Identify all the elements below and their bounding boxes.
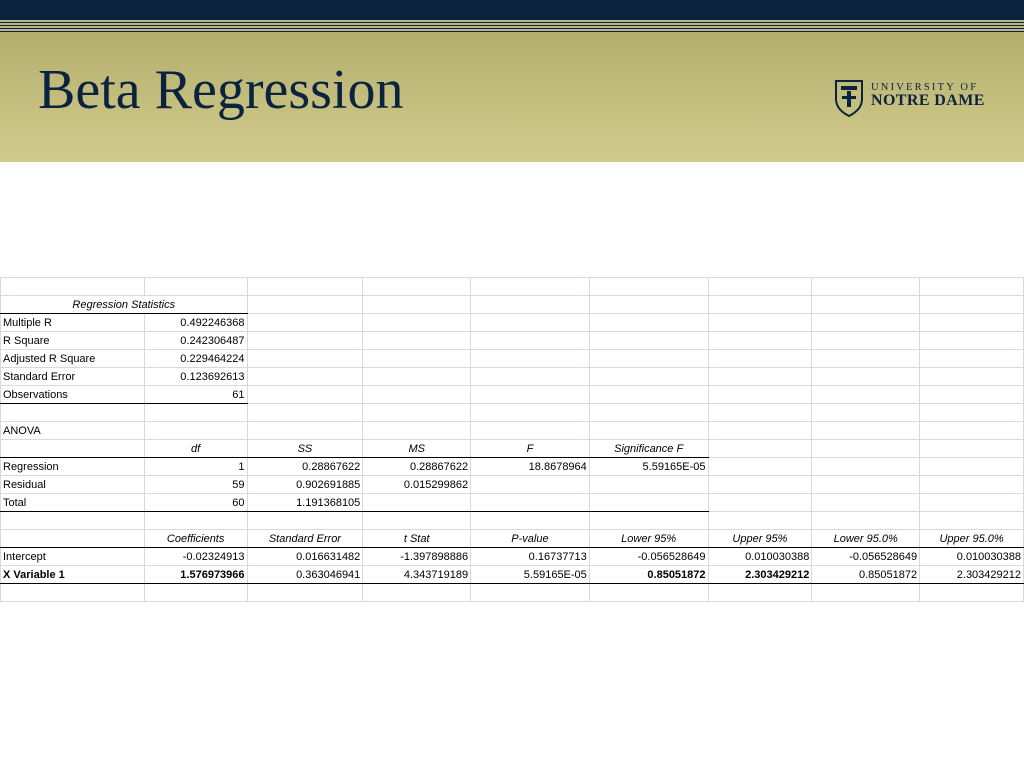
anova-significance-f	[589, 494, 708, 512]
coef-t-stat: -1.397898886	[363, 548, 471, 566]
anova-f	[471, 494, 590, 512]
stat-row	[1, 314, 1024, 332]
coef-header-coefficients: Coefficients	[144, 530, 247, 548]
anova-header-row	[1, 440, 1024, 458]
coef-lower-95-0: 0.85051872	[812, 566, 920, 584]
anova-header-df: df	[144, 440, 247, 458]
coef-header-standard-error: Standard Error	[247, 530, 363, 548]
anova-row-label: Total	[1, 494, 145, 512]
coef-p-value: 5.59165E-05	[471, 566, 590, 584]
stat-label: Multiple R	[1, 314, 145, 332]
stat-value: 0.242306487	[144, 332, 247, 350]
anova-ms	[363, 494, 471, 512]
top-stripe-band	[0, 19, 1024, 32]
coef-standard-error: 0.363046941	[247, 566, 363, 584]
stat-value: 0.492246368	[144, 314, 247, 332]
coef-p-value: 0.16737713	[471, 548, 590, 566]
coefficient-row-intercept	[1, 548, 1024, 566]
stat-row	[1, 332, 1024, 350]
shield-icon	[834, 79, 864, 117]
coef-header-p-value: P-value	[471, 530, 590, 548]
anova-ss: 1.191368105	[247, 494, 363, 512]
anova-significance-f	[589, 476, 708, 494]
coef-standard-error: 0.016631482	[247, 548, 363, 566]
coef-header-lower-95: Lower 95%	[589, 530, 708, 548]
anova-f	[471, 476, 590, 494]
stat-row	[1, 386, 1024, 404]
stat-label: Observations	[1, 386, 145, 404]
coef-upper-95-0: 2.303429212	[920, 566, 1024, 584]
slide-title: Beta Regression	[38, 59, 404, 121]
stat-row	[1, 350, 1024, 368]
coef-upper-95-0: 0.010030388	[920, 548, 1024, 566]
stat-label: R Square	[1, 332, 145, 350]
regression-output-sheet	[0, 277, 1024, 602]
anova-significance-f: 5.59165E-05	[589, 458, 708, 476]
anova-ss: 0.902691885	[247, 476, 363, 494]
university-logo	[834, 79, 994, 121]
stat-value: 0.123692613	[144, 368, 247, 386]
logo-text-notre-dame: NOTRE DAME	[871, 92, 985, 109]
coefficient-row-x-variable-1	[1, 566, 1024, 584]
anova-ms: 0.015299862	[363, 476, 471, 494]
anova-title: ANOVA	[1, 422, 145, 440]
stat-label: Adjusted R Square	[1, 350, 145, 368]
anova-df: 1	[144, 458, 247, 476]
coef-lower-95: 0.85051872	[589, 566, 708, 584]
coef-lower-95: -0.056528649	[589, 548, 708, 566]
coef-lower-95-0: -0.056528649	[812, 548, 920, 566]
coef-header-lower-95-0: Lower 95.0%	[812, 530, 920, 548]
coef-header-upper-95-0: Upper 95.0%	[920, 530, 1024, 548]
stat-value: 61	[144, 386, 247, 404]
anova-header-ms: MS	[363, 440, 471, 458]
coef-value: 1.576973966	[144, 566, 247, 584]
anova-ms: 0.28867622	[363, 458, 471, 476]
stat-value: 0.229464224	[144, 350, 247, 368]
anova-header-ss: SS	[247, 440, 363, 458]
anova-header-significance-f: Significance F	[589, 440, 708, 458]
regression-statistics-header: Regression Statistics	[1, 296, 248, 314]
logo-text-university-of: UNIVERSITY OF	[871, 82, 979, 93]
coef-value: -0.02324913	[144, 548, 247, 566]
coefficients-header-row	[1, 530, 1024, 548]
blank-row	[1, 278, 1024, 296]
stat-label: Standard Error	[1, 368, 145, 386]
anova-row	[1, 494, 1024, 512]
stat-row	[1, 368, 1024, 386]
top-navy-bar	[0, 0, 1024, 19]
regression-statistics-header-row	[1, 296, 1024, 314]
anova-row	[1, 476, 1024, 494]
anova-row-label: Regression	[1, 458, 145, 476]
blank-row	[1, 512, 1024, 530]
anova-f: 18.8678964	[471, 458, 590, 476]
anova-df: 59	[144, 476, 247, 494]
blank-row	[1, 404, 1024, 422]
anova-row	[1, 458, 1024, 476]
anova-row-label: Residual	[1, 476, 145, 494]
anova-ss: 0.28867622	[247, 458, 363, 476]
coef-upper-95: 2.303429212	[708, 566, 812, 584]
anova-title-row	[1, 422, 1024, 440]
blank-row	[1, 584, 1024, 602]
coef-row-label: Intercept	[1, 548, 145, 566]
anova-df: 60	[144, 494, 247, 512]
coef-header-t-stat: t Stat	[363, 530, 471, 548]
coef-t-stat: 4.343719189	[363, 566, 471, 584]
coef-row-label: X Variable 1	[1, 566, 145, 584]
coef-upper-95: 0.010030388	[708, 548, 812, 566]
anova-header-f: F	[471, 440, 590, 458]
coef-header-upper-95: Upper 95%	[708, 530, 812, 548]
